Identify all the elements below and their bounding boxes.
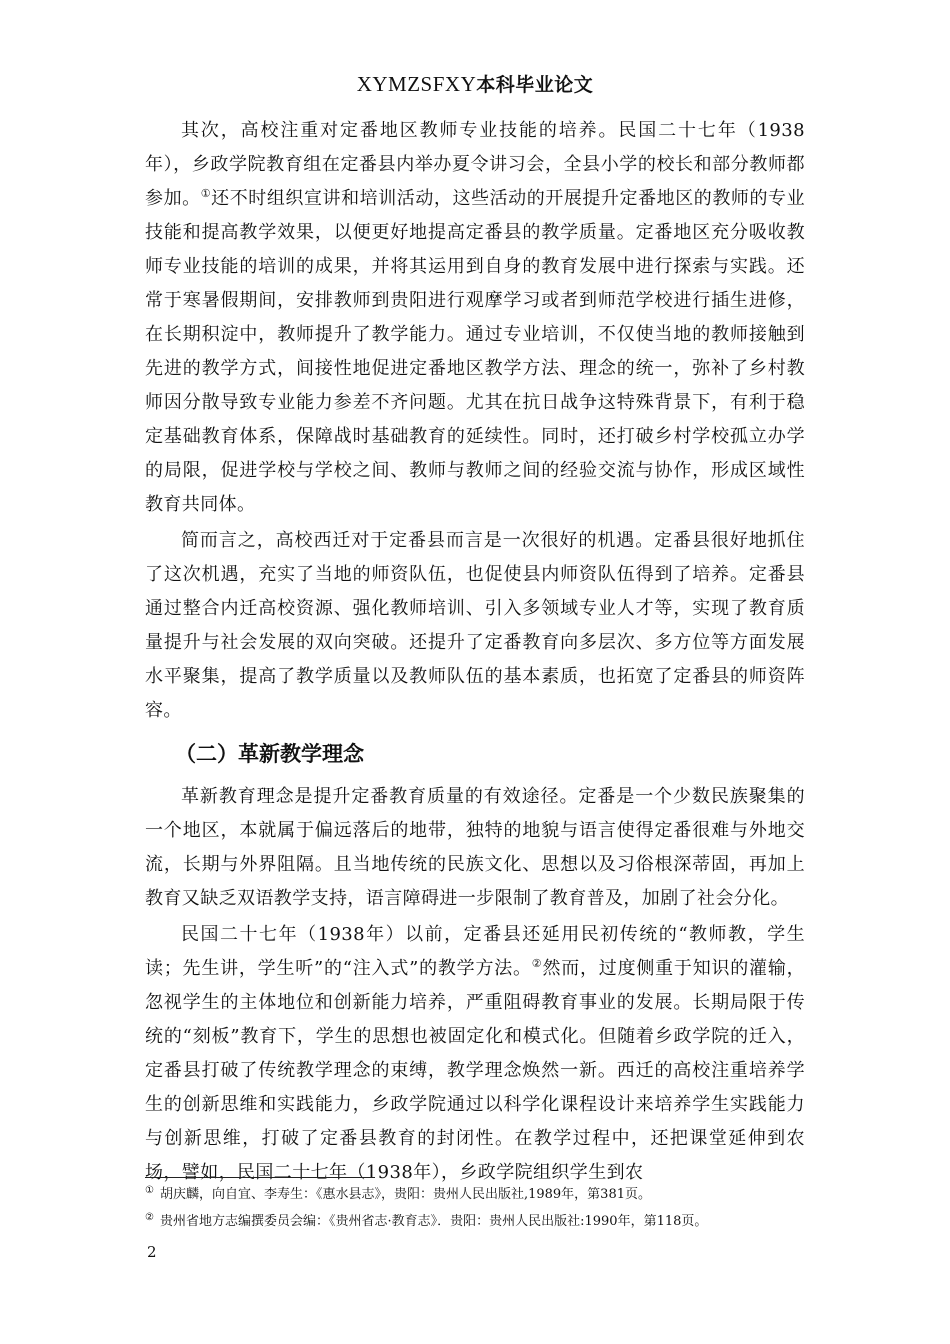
paragraph-text: 还不时组织宣讲和培训活动，这些活动的开展提升定番地区的教师的专业技能和提高教学效果，以便更好地提高定番县的教学质量。定番地区充分吸收教师专业技能的培训的成果，并将其运用到自身的教育发展中进行探索与实践。还常于寒暑假期间，安排教师到贵阳进行观摩学习或者到师范学校进行插生进修，在长期积淀中，教师提升了教学能力。通过专业培训，不仅使当地的教师接触到先进的教学方式，间接性地促进定番地区教学方法、理念的统一，弥补了乡村教师因分散导致专业能力参差不齐问题。尤其在抗日战争这特殊背景下，有利于稳定基础教育体系，保障战时基础教育的延续性。同时，还打破乡村学校孤立办学的局限，促进学校与学校之间、教师与教师之间的经验交流与协作，形成区域性教育共同体。 (145, 188, 806, 515)
body-text (145, 114, 805, 1190)
footnote-1 (145, 1186, 825, 1204)
footnote-divider (145, 1177, 375, 1178)
footnote-mark: ① (145, 1184, 154, 1196)
footnote-text: 胡庆麟，向自宜、李寿生：《惠水县志》，贵阳：贵州人民出版社,1989年，第381页。 (159, 1187, 651, 1202)
page-number: 2 (147, 1243, 157, 1261)
paragraph-text: 然而，过度侧重于知识的灌输，忽视学生的主体地位和创新能力培养，严重阻碍教育事业的发展。长期局限于传统的“刻板”教育下，学生的思想也被固定化和模式化。但随着乡政学院的迁入，定番县打破了传统教学理念的束缚，教学理念焕然一新。西迁的高校注重培养学生的创新思维和实践能力，乡政学院通过以科学化课程设计来培养学生实践能力与创新思维，打破了定番县教育的封闭性。在教学过程中，还把课堂延伸到农场，譬如，民国二十七年（1938年），乡政学院组织学生到农 (145, 958, 806, 1183)
paragraph-text: 民国二十七年（1938年）以前，定番县还延用民初传统的“教师教，学生读；先生讲，学生听”的“注入式”的教学方法。 (145, 924, 805, 979)
page-header (145, 70, 805, 97)
paragraph-teaching-method (145, 918, 805, 1190)
footnote-text: 贵州省地方志编撰委员会编：《贵州省志·教育志》．贵阳：贵州人民出版社:1990年，第118页。 (159, 1214, 708, 1229)
footnote-ref-2[interactable]: ② (531, 957, 543, 970)
paragraph-teacher-training (145, 114, 805, 522)
footnotes (145, 1186, 825, 1240)
footnote-2 (145, 1213, 825, 1231)
header-title: 本科毕业论文 (476, 74, 594, 96)
paragraph-education-concept: 革新教育理念是提升定番教育质量的有效途径。定番是一个少数民族聚集的一个地区，本就属于偏远落后的地带，独特的地貌与语言使得定番很难与外地交流，长期与外界阻隔。且当地传统的民族文化、思想以及习俗根深蒂固，再加上教育又缺乏双语教学支持，语言障碍进一步限制了教育普及，加剧了社会分化。 (145, 786, 805, 909)
paragraph-summary: 简而言之，高校西迁对于定番县而言是一次很好的机遇。定番县很好地抓住了这次机遇，充实了当地的师资队伍，也促使县内师资队伍得到了培养。定番县通过整合内迁高校资源、强化教师培训、引入多领域专业人才等，实现了教育质量提升与社会发展的双向突破。还提升了定番教育向多层次、多方位等方面发展水平聚集，提高了教学质量以及教师队伍的基本素质，也拓宽了定番县的师资阵容。 (145, 530, 805, 721)
footnote-ref-1[interactable]: ① (200, 187, 212, 200)
section-heading: （二）革新教学理念 (175, 742, 364, 766)
header-latin: XYMZSFXY (356, 72, 477, 96)
paragraph-text: 其次，高校注重对定番地区教师专业技能的培养。民国二十七年（1938年），乡政学院教育组在定番县内举办夏令讲习会，全县小学的校长和部分教师都参加。 (145, 120, 805, 209)
footnote-mark: ② (145, 1211, 154, 1223)
